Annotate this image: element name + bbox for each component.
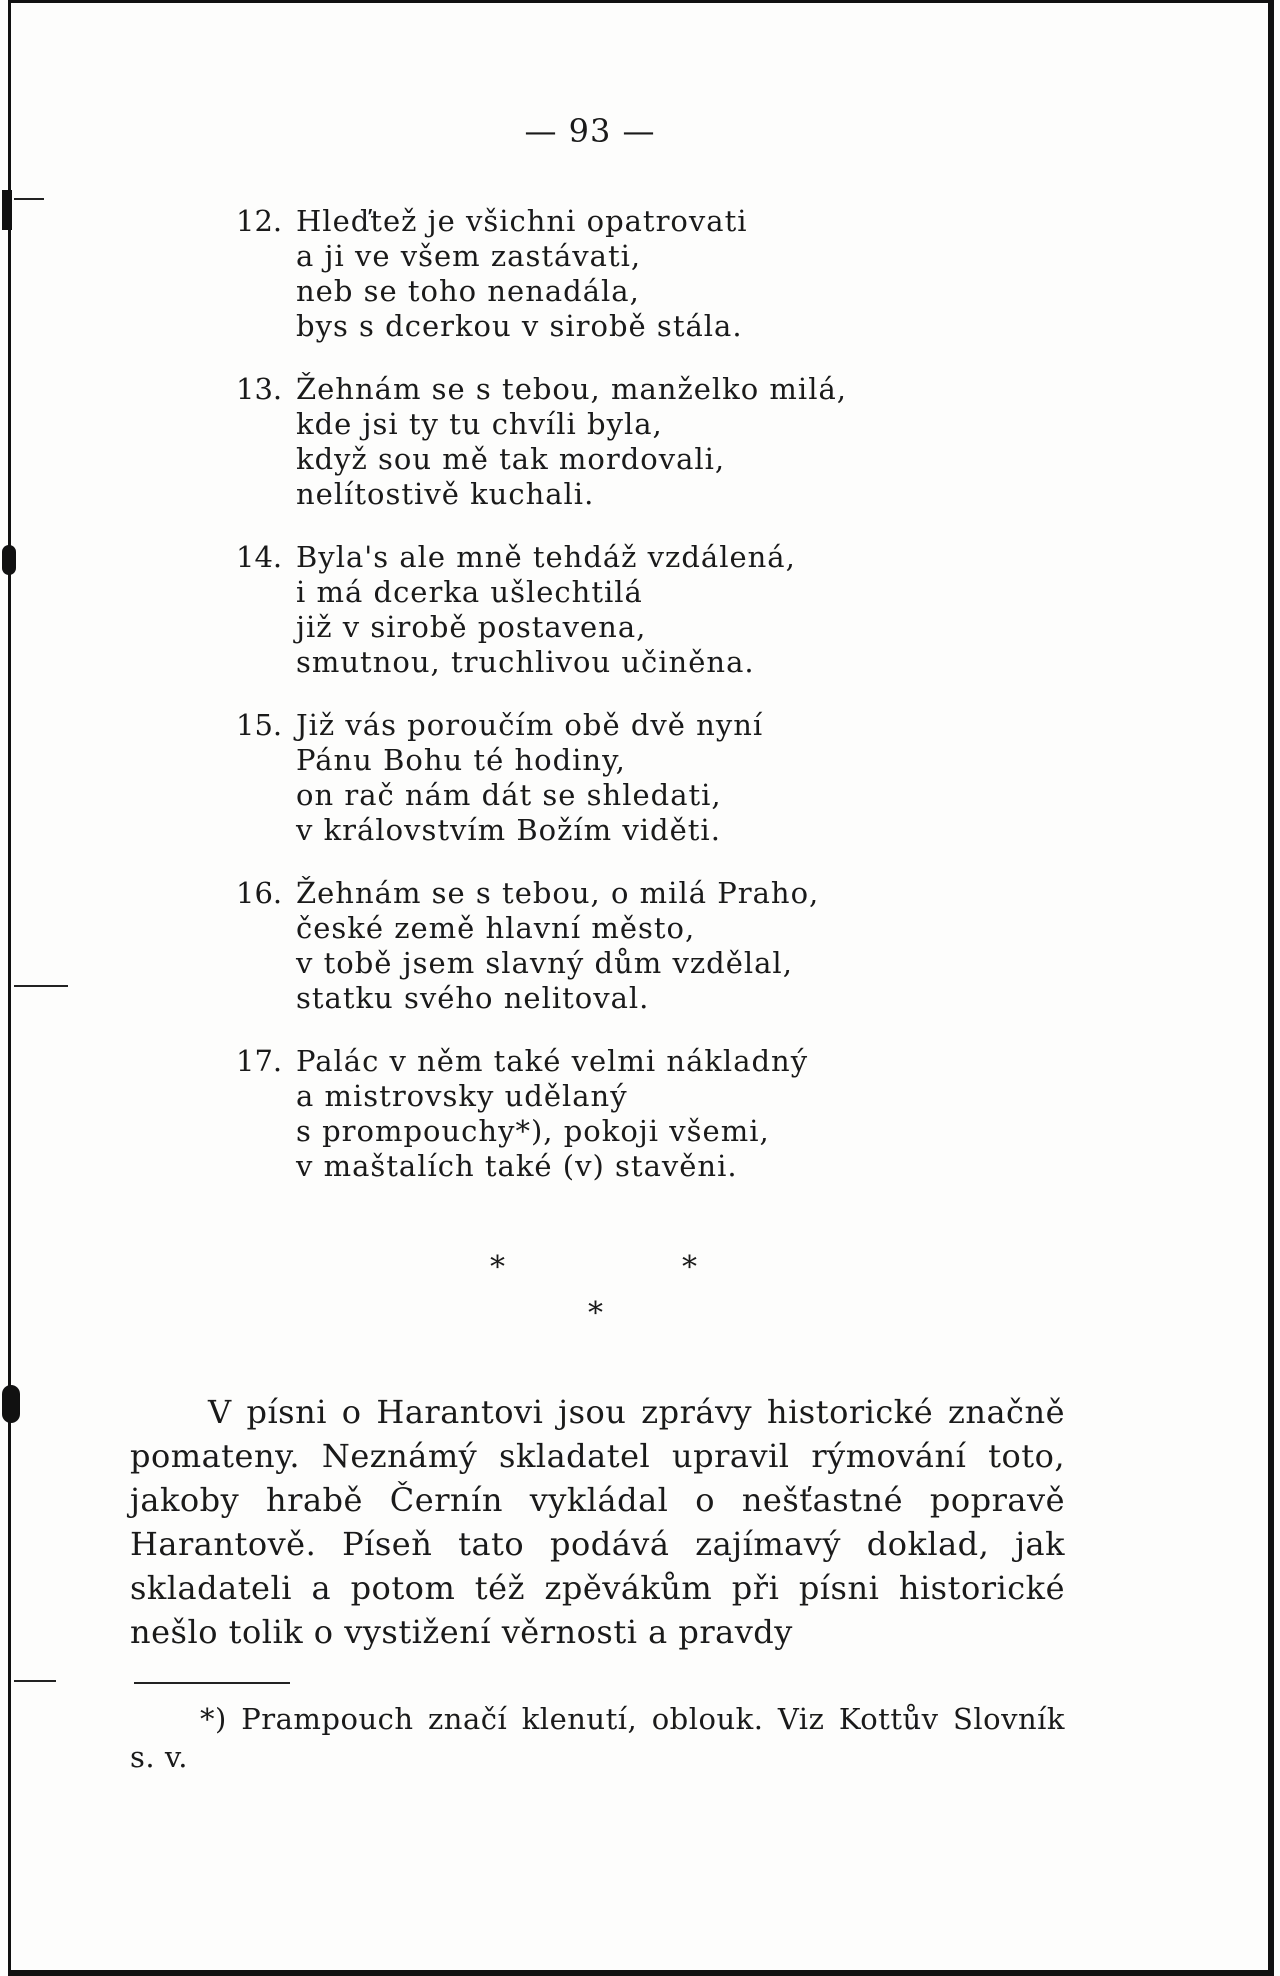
verse-line: Pánu Bohu té hodiny, (296, 743, 626, 777)
verse-line: Byla's ale mně tehdáž vzdálená, (296, 540, 796, 574)
scan-border-bottom (8, 1970, 1272, 1976)
verse-line: když sou mě tak mordovali, (296, 442, 726, 476)
verse-list (236, 204, 1136, 1212)
verse (236, 1044, 1136, 1184)
verse (236, 372, 1136, 512)
separator-asterisk: * (490, 1250, 505, 1285)
verse-line: Palác v něm také velmi nákladný (296, 1044, 809, 1078)
binding-tick (14, 198, 44, 200)
verse-line: bys s dcerkou v sirobě stála. (296, 309, 743, 343)
scan-border-right (1268, 0, 1274, 1976)
verse-line: v maštalích také (v) stavěni. (296, 1149, 738, 1183)
scan-border-top (8, 0, 1272, 3)
scan-border-left (8, 0, 11, 1976)
verse (236, 876, 1136, 1016)
verse-line: Žehnám se s tebou, o milá Praho, (296, 876, 820, 910)
verse-line: již v sirobě postavena, (296, 610, 647, 644)
footnote (130, 1700, 1065, 1776)
verse-line: Hleďtež je všichni opatrovati (296, 204, 748, 238)
verse-line: Již vás poroučím obě dvě nyní (296, 708, 764, 742)
verse-number: 14. (236, 540, 283, 574)
verse-line: on rač nám dát se shledati, (296, 778, 722, 812)
verse-line: kde jsi ty tu chvíli byla, (296, 407, 663, 441)
separator-asterisk: * (588, 1296, 603, 1331)
binding-mark (2, 190, 12, 230)
verse-line: neb se toho nenadála, (296, 274, 640, 308)
verse-line: s prompouchy*), pokoji všemi, (296, 1114, 770, 1148)
commentary-text: V písni o Harantovi jsou zprávy historické značně pomateny. Neznámý skladatel upravil rýmování toto, jakoby hrabě Černín vykládal o nešťastné popravě Harantově. Píseň tato podává zajímavý doklad, jak skladateli a potom též zpěvákům při písni historické nešlo tolik o vystižení věrnosti a pravdy (130, 1393, 1065, 1651)
verse-line: české země hlavní město, (296, 911, 696, 945)
verse-number: 17. (236, 1044, 283, 1078)
verse-line: v královstvím Božím viděti. (296, 813, 721, 847)
verse-line: a ji ve všem zastávati, (296, 239, 642, 273)
verse (236, 204, 1136, 344)
footnote-text: *) Prampouch značí klenutí, oblouk. Viz Kottův Slovník s. v. (130, 1702, 1065, 1774)
verse-number: 12. (236, 204, 283, 238)
verse-number: 13. (236, 372, 283, 406)
verse-line: a mistrovsky udělaný (296, 1079, 628, 1113)
verse-line: v tobě jsem slavný dům vzdělal, (296, 946, 793, 980)
verse-line: Žehnám se s tebou, manželko milá, (296, 372, 847, 406)
verse-number: 15. (236, 708, 283, 742)
binding-mark (2, 545, 16, 575)
commentary-paragraph (130, 1390, 1065, 1654)
verse-line: smutnou, truchlivou učiněna. (296, 645, 755, 679)
binding-tick (14, 985, 68, 987)
footnote-rule (134, 1682, 290, 1684)
verse-line: statku svého nelitoval. (296, 981, 650, 1015)
verse-number: 16. (236, 876, 283, 910)
verse-line: i má dcerka ušlechtilá (296, 575, 643, 609)
binding-tick (14, 1680, 56, 1682)
verse (236, 708, 1136, 848)
verse (236, 540, 1136, 680)
verse-line: nelítostivě kuchali. (296, 477, 595, 511)
binding-mark (2, 1385, 20, 1423)
page-number: — 93 — (524, 112, 656, 150)
separator-asterisk: * (682, 1250, 697, 1285)
section-separator (0, 1250, 1190, 1330)
